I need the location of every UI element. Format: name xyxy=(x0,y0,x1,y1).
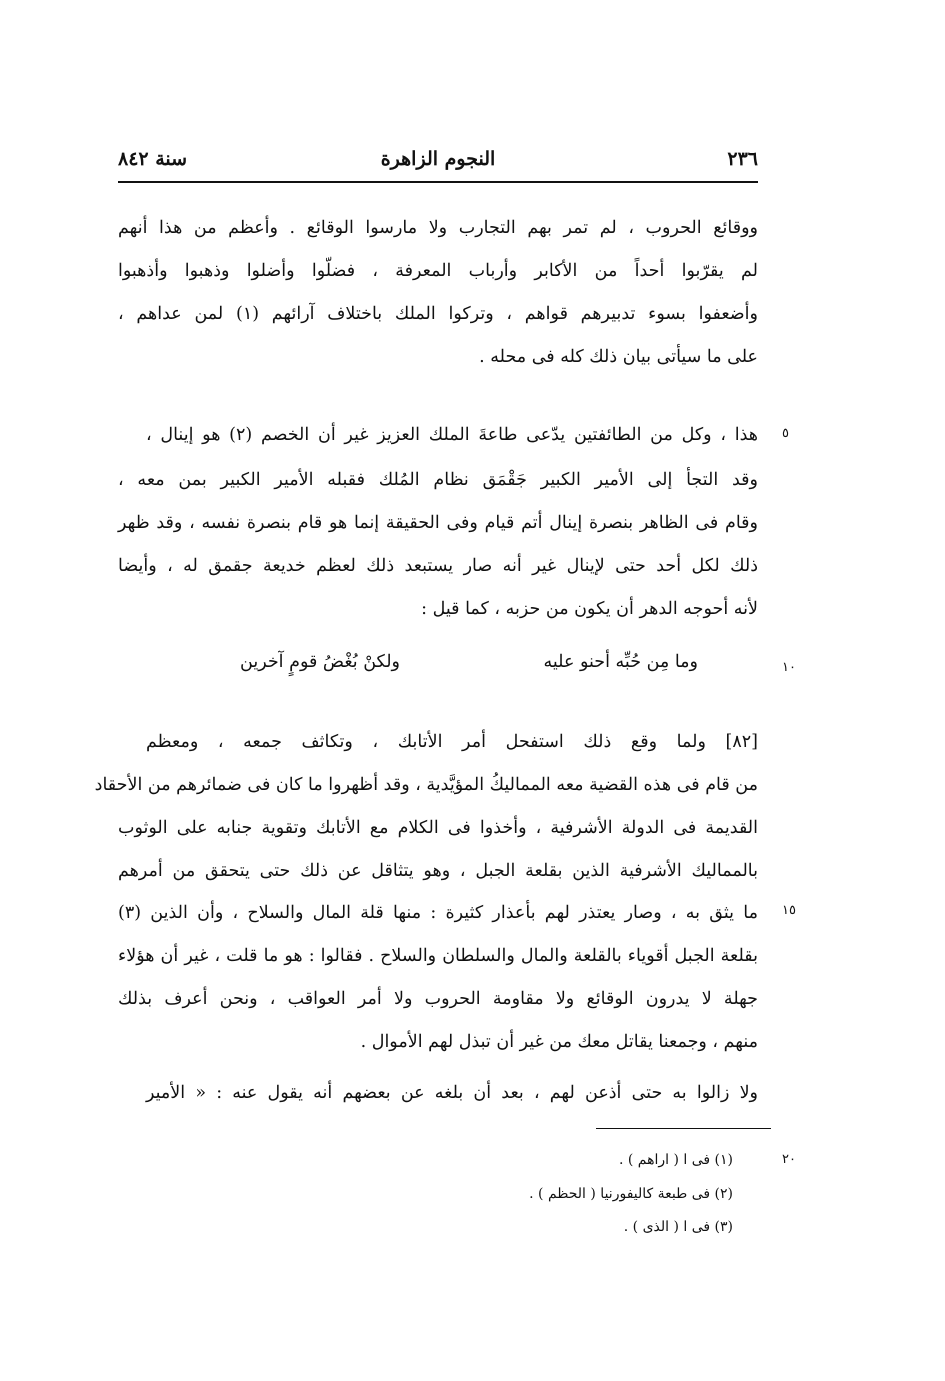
page-number: ٢٣٦ xyxy=(727,148,758,170)
verse-second-hemistich: ولكنْ بُغْضُ قومٍ آخرين xyxy=(240,652,400,672)
text-line: بقلعة الجبل أقوياء بالقلعة والمال والسلطان والسلاح . فقالوا : هو ما قلت ، غير أن هؤلاء xyxy=(118,946,758,966)
text-line: منهم ، وجمعنا يقاتل معك من غير أن تبذل لهم الأموال . xyxy=(360,1032,758,1052)
text-line: وقام فى الظاهر بنصرة إينال أتم قيام وفى الحقيقة إنما هو قام بنصرة نفسه ، وقد ظهر xyxy=(118,513,758,533)
text-line: ولا زالوا به حتى أذعن لهم ، بعد أن بلغه عن بعضهم أنه يقول عنه : « الأمير xyxy=(146,1083,758,1103)
text-line: بالمماليك الأشرفية الذين بقلعة الجبل ، وهو يتثاقل عن ذلك حتى يتحقق من أمرهم xyxy=(118,861,758,881)
text-line: ذلك لكل أحد حتى لإينال غير أنه صار يستبعد ذلك لعظم خديعة جقمق له ، وأيضا xyxy=(118,556,758,576)
text-line: وأضعفوا بسوء تدبيرهم قواهم ، وتركوا الملك باختلاف آرائهم (١) لمن عداهم ، xyxy=(118,304,758,324)
footnote: (٢) فى طبعة كاليفورنيا ( الحظم ) . xyxy=(529,1186,733,1202)
footnote: (٣) فى ا ( الذى ) . xyxy=(623,1219,733,1235)
margin-line-number: ٥ xyxy=(782,426,789,441)
margin-line-number: ٢٠ xyxy=(782,1152,796,1167)
verse-first-hemistich: وما مِن حُبِّه أحنو عليه xyxy=(543,652,698,672)
text-line: القديمة فى الدولة الأشرفية ، وأخذوا فى الكلام مع الأتابك وتقوية جنابه على الوثوب xyxy=(118,818,758,838)
header-rule xyxy=(118,181,758,183)
text-line: وقد التجأ إلى الأمير الكبير جَقْمَق نظام المُلك فقبله الأمير الكبير بمن معه ، xyxy=(118,470,758,490)
text-line: لأنه أحوجه الدهر أن يكون من حزبه ، كما قيل : xyxy=(421,599,758,619)
text-line: جهلة لا يدرون الوقائع ولا مقاومة الحروب ولا أمر العواقب ، ونحن أعرف بذلك xyxy=(118,989,758,1009)
text-line: ما يثق به ، وصار يعتذر لهم بأعذار كثيرة : منها قلة المال والسلاح ، وأن الذين (٣) xyxy=(118,903,758,923)
text-line: ووقائع الحروب ، لم تمر بهم التجارب ولا مارسوا الوقائع . وأعظم من هذا أنهم xyxy=(118,218,759,238)
text-line: لم يقرّبوا أحداً من الأكابر وأرباب المعرفة ، فضلّوا وأضلوا وذهبوا وأذهبوا xyxy=(118,261,758,281)
text-line: [٨٢] ولما وقع ذلك استفحل أمر الأتابك ، وتكاثف جمعه ، ومعظم xyxy=(146,732,758,752)
text-line: على ما سيأتى بيان ذلك كله فى محله . xyxy=(479,347,758,367)
book-title: النجوم الزاهرة xyxy=(380,148,496,170)
margin-line-number: ١٥ xyxy=(782,903,796,918)
text-line: هذا ، وكل من الطائفتين يدّعى طاعةَ الملك العزيز غير أن الخصم (٢) هو إينال ، xyxy=(146,425,758,445)
footnote-rule xyxy=(596,1128,771,1129)
footnote: (١) فى ا ( اراهم ) . xyxy=(618,1152,733,1168)
poetry-verse xyxy=(118,652,758,686)
running-header xyxy=(118,146,758,182)
margin-line-number: ١٠ xyxy=(782,660,796,675)
year-label: سنة ٨٤٢ xyxy=(118,148,188,170)
text-line: من قام فى هذه القضية معه المماليكُ المؤيَّدية ، وقد أظهروا ما كان فى ضمائرهم من الأحقاد xyxy=(94,775,758,795)
